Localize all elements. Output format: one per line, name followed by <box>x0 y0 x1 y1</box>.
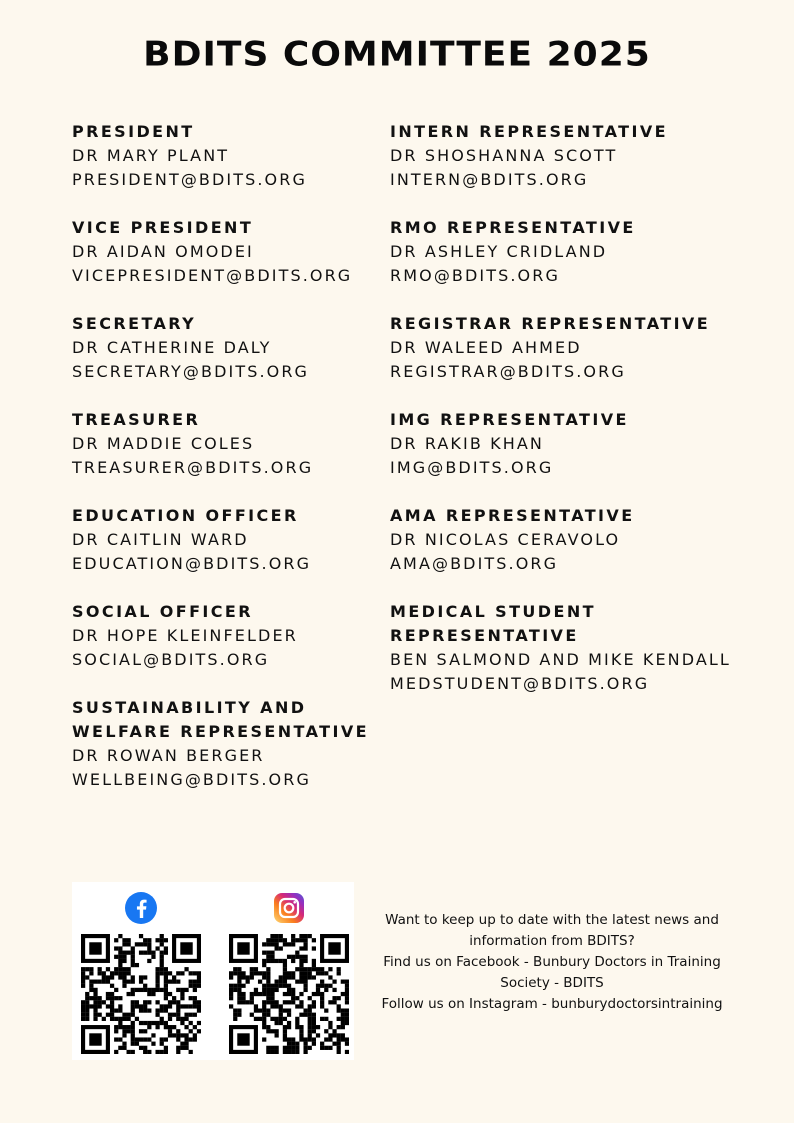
instagram-qr-code[interactable] <box>229 934 349 1054</box>
member-email[interactable]: MEDSTUDENT@BDITS.ORG <box>390 674 650 693</box>
committee-member <box>390 600 770 696</box>
role-title: RMO REPRESENTATIVE <box>390 218 636 237</box>
facebook-icon[interactable] <box>125 892 157 924</box>
member-email[interactable]: TREASURER@BDITS.ORG <box>72 458 314 477</box>
member-email[interactable]: AMA@BDITS.ORG <box>390 554 559 573</box>
social-qr-panel <box>72 882 354 1060</box>
role-title: MEDICAL STUDENT REPRESENTATIVE <box>390 602 596 645</box>
info-line: Want to keep up to date with the latest news and information from BDITS? <box>385 912 719 949</box>
member-name: DR SHOSHANNA SCOTT <box>390 146 618 165</box>
committee-member <box>72 600 382 672</box>
member-email[interactable]: EDUCATION@BDITS.ORG <box>72 554 312 573</box>
committee-member <box>72 120 382 192</box>
social-info-text <box>372 910 732 1015</box>
role-title: PRESIDENT <box>72 122 195 141</box>
committee-member <box>390 120 770 192</box>
member-name: DR CAITLIN WARD <box>72 530 249 549</box>
committee-right-column <box>390 120 770 720</box>
role-title: VICE PRESIDENT <box>72 218 254 237</box>
committee-member <box>390 216 770 288</box>
committee-member <box>72 312 382 384</box>
member-email[interactable]: PRESIDENT@BDITS.ORG <box>72 170 307 189</box>
member-email[interactable]: SOCIAL@BDITS.ORG <box>72 650 270 669</box>
role-title: AMA REPRESENTATIVE <box>390 506 635 525</box>
info-line: Find us on Facebook - Bunbury Doctors in Training Society - BDITS <box>383 954 721 991</box>
member-name: DR NICOLAS CERAVOLO <box>390 530 621 549</box>
facebook-qr-group <box>80 892 202 1054</box>
role-title: SUSTAINABILITY AND WELFARE REPRESENTATIVE <box>72 698 369 741</box>
member-email[interactable]: INTERN@BDITS.ORG <box>390 170 589 189</box>
member-email[interactable]: VICEPRESIDENT@BDITS.ORG <box>72 266 353 285</box>
member-name: BEN SALMOND AND MIKE KENDALL <box>390 650 731 669</box>
role-title: SOCIAL OFFICER <box>72 602 253 621</box>
member-email[interactable]: WELLBEING@BDITS.ORG <box>72 770 311 789</box>
role-title: TREASURER <box>72 410 201 429</box>
instagram-icon[interactable] <box>273 892 305 924</box>
committee-member <box>390 504 770 576</box>
role-title: INTERN REPRESENTATIVE <box>390 122 668 141</box>
committee-member <box>390 312 770 384</box>
info-line: Follow us on Instagram - bunburydoctorsintraining <box>381 996 723 1012</box>
committee-member <box>72 696 382 792</box>
instagram-qr-group <box>228 892 350 1054</box>
member-name: DR ROWAN BERGER <box>72 746 265 765</box>
member-name: DR ASHLEY CRIDLAND <box>390 242 608 261</box>
committee-left-column <box>72 120 382 816</box>
member-name: DR RAKIB KHAN <box>390 434 544 453</box>
member-email[interactable]: IMG@BDITS.ORG <box>390 458 554 477</box>
role-title: EDUCATION OFFICER <box>72 506 299 525</box>
member-name: DR WALEED AHMED <box>390 338 582 357</box>
page-title: BDITS COMMITTEE 2025 <box>143 35 651 74</box>
member-email[interactable]: RMO@BDITS.ORG <box>390 266 560 285</box>
member-name: DR AIDAN OMODEI <box>72 242 254 261</box>
member-name: DR HOPE KLEINFELDER <box>72 626 298 645</box>
member-name: DR MADDIE COLES <box>72 434 255 453</box>
role-title: SECRETARY <box>72 314 197 333</box>
member-name: DR CATHERINE DALY <box>72 338 272 357</box>
member-email[interactable]: SECRETARY@BDITS.ORG <box>72 362 310 381</box>
committee-member <box>72 216 382 288</box>
member-email[interactable]: REGISTRAR@BDITS.ORG <box>390 362 626 381</box>
committee-member <box>72 504 382 576</box>
member-name: DR MARY PLANT <box>72 146 230 165</box>
committee-member <box>72 408 382 480</box>
committee-member <box>390 408 770 480</box>
role-title: IMG REPRESENTATIVE <box>390 410 629 429</box>
facebook-qr-code[interactable] <box>81 934 201 1054</box>
role-title: REGISTRAR REPRESENTATIVE <box>390 314 711 333</box>
